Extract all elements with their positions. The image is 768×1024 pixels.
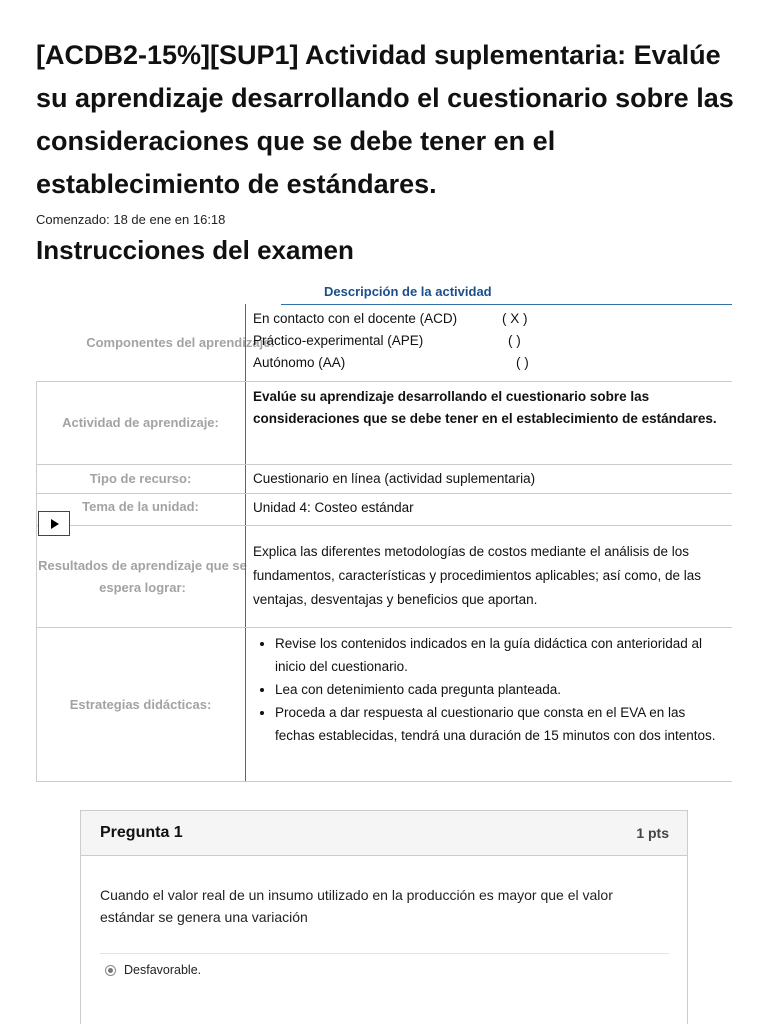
question-card xyxy=(80,810,688,1024)
component-item: Autónomo (AA) ( ) xyxy=(253,355,529,370)
results-value: Explica las diferentes metodologías de costos mediante el análisis de los fundamentos, características y procedimientos aplicables; así como, de las ventajas, desventajas y beneficios que aportan. xyxy=(245,526,732,627)
instructions-heading: Instrucciones del examen xyxy=(36,235,354,265)
question-text: Cuando el valor real de un insumo utilizado en la producción es mayor que el valor estándar se genera una variación xyxy=(100,887,613,925)
component-item: En contacto con el docente (ACD) ( X ) xyxy=(253,311,528,326)
table-header-text: Descripción de la actividad xyxy=(324,284,492,299)
row-resource xyxy=(36,465,732,494)
results-label: Resultados de aprendizaje que se espera lograr: xyxy=(38,557,247,595)
question-header xyxy=(81,811,687,856)
unit-value: Unidad 4: Costeo estándar xyxy=(245,494,732,525)
row-unit xyxy=(36,494,732,526)
activity-value: Evalúe su aprendizaje desarrollando el cuestionario sobre las consideraciones que se debe tener en el establecimiento de estándares. xyxy=(245,382,732,464)
components-value xyxy=(245,304,732,381)
table-header xyxy=(281,281,732,305)
strategy-item: • Revise los contenidos indicados en la guía didáctica con anterioridad al inicio del cuestionario. xyxy=(275,632,724,678)
strategies-list xyxy=(253,632,724,747)
play-icon xyxy=(51,519,59,529)
radio-button[interactable] xyxy=(105,965,116,976)
play-button[interactable] xyxy=(38,511,70,536)
started-label: Comenzado: xyxy=(36,212,110,227)
row-strategies xyxy=(36,628,732,782)
row-results xyxy=(36,526,732,628)
component-item: Práctico-experimental (APE) ( ) xyxy=(253,333,521,348)
activity-label: Actividad de aprendizaje: xyxy=(62,415,219,430)
row-components xyxy=(36,304,732,382)
question-points: 1 pts xyxy=(636,825,669,841)
strategies-label: Estrategias didácticas: xyxy=(69,696,212,712)
strategy-item: • Lea con detenimiento cada pregunta planteada. xyxy=(275,678,724,701)
strategies-value xyxy=(245,628,732,781)
unit-label: Tema de la unidad: xyxy=(82,499,199,514)
radio-selected-icon xyxy=(108,968,113,973)
question-divider xyxy=(100,953,669,954)
row-activity xyxy=(36,382,732,465)
components-label: Componentes del aprendizaje: xyxy=(86,334,275,350)
resource-value: Cuestionario en línea (actividad suplementaria) xyxy=(245,465,732,493)
quiz-title: [ACDB2-15%][SUP1] Actividad suplementaria: Evalúe su aprendizaje desarrollando el cuestionario sobre las consideraciones que se debe tener en el establecimiento de estándares. xyxy=(36,40,734,199)
started-info xyxy=(36,212,225,227)
resource-label: Tipo de recurso: xyxy=(89,471,192,486)
answer-option[interactable] xyxy=(105,963,201,977)
started-value: 18 de ene en 16:18 xyxy=(113,212,226,227)
strategy-item: • Proceda a dar respuesta al cuestionario que consta en el EVA en las fechas establecidas, tendrá una duración de 15 minutos con dos intentos. xyxy=(275,701,724,747)
answer-option-label: Desfavorable. xyxy=(124,963,202,977)
question-name: Pregunta 1 xyxy=(100,824,183,841)
